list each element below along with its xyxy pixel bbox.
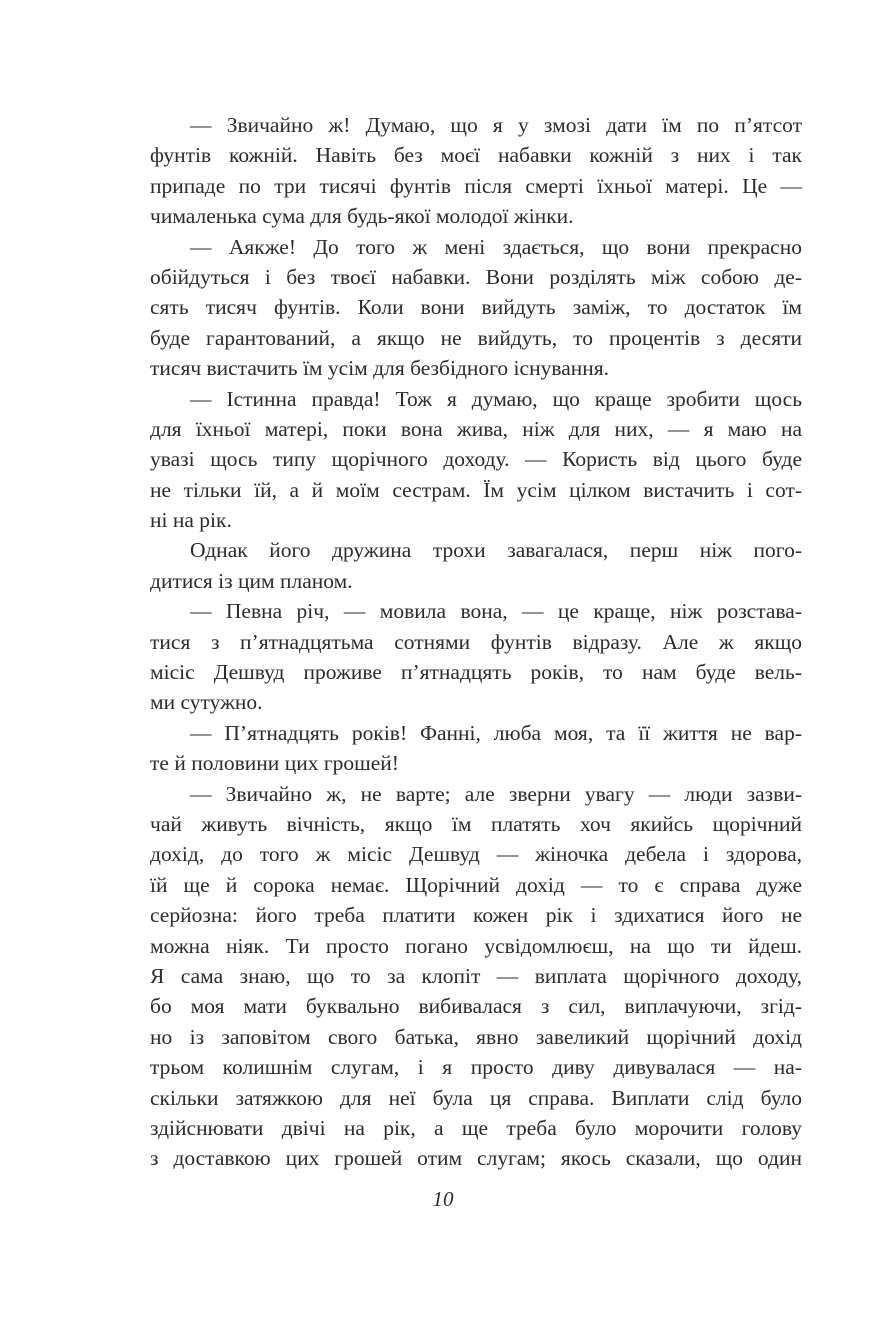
text-line: буде гарантований, а якщо не вийдуть, то процентів з десяти (150, 325, 802, 350)
text-line: — Аякже! До того ж мені здається, що вони прекрасно (190, 234, 802, 259)
text-line: ми сутужно. (150, 690, 263, 715)
text-line: трьом колишнім слугам, і я просто диву дивувалася — на- (150, 1055, 802, 1080)
text-line: те й половини цих грошей! (150, 751, 399, 776)
paragraph (150, 718, 802, 779)
paragraph (150, 596, 802, 718)
text-line: серйозна: його треба платити кожен рік і здихатися його не (150, 903, 802, 928)
text-line: припаде по три тисячі фунтів після смерті їхньої матері. Це — (150, 173, 802, 198)
text-line: но із заповітом свого батька, явно завеликий щорічний дохід (150, 1024, 802, 1049)
text-line: місіс Дешвуд проживе п’ятнадцять років, то нам буде вель- (150, 660, 802, 685)
text-line: тисяч вистачить їм усім для безбідного існування. (150, 356, 610, 381)
text-line: для їхньої матері, поки вона жива, ніж для них, — я маю на (150, 416, 802, 441)
text-line: — Звичайно ж! Думаю, що я у змозі дати їм по п’ятсот (190, 113, 802, 137)
text-line: скільки затяжкою для неї була ця справа. Виплати слід було (150, 1085, 802, 1110)
text-line: бо моя мати буквально вибивалася з сил, виплачуючи, згід- (150, 994, 802, 1019)
text-line: можна ніяк. Ти просто погано усвідомлюєш, на що ти йдеш. (150, 933, 802, 958)
text-line: з доставкою цих грошей отим слугам; якось сказали, що один (150, 1146, 802, 1171)
text-line: увазі щось типу щорічного доходу. — Користь від цього буде (150, 447, 802, 472)
paragraph (150, 110, 802, 232)
text-line: чай живуть вічність, якщо їм платять хоч якийсь щорічний (150, 811, 802, 836)
text-line: їй ще й сорока немає. Щорічний дохід — то є справа дуже (150, 872, 802, 897)
text-line: фунтів кожній. Навіть без моєї набавки кожній з них і так (150, 143, 802, 168)
paragraph (150, 535, 802, 596)
page-number: 10 (432, 1187, 454, 1211)
text-line: Однак його дружина трохи завагалася, перш ніж пого- (190, 538, 802, 563)
text-line: — Звичайно ж, не варте; але зверни увагу — люди зазви- (190, 781, 802, 806)
body-text (150, 110, 802, 1174)
text-line: дитися із цим планом. (150, 568, 353, 593)
text-line: не тільки їй, а й моїм сестрам. Їм усім цілком вистачить і сот- (150, 477, 802, 502)
text-line: ні на рік. (150, 508, 232, 533)
text-line: чималенька сума для будь-якої молодої жінки. (150, 204, 574, 229)
paragraph (150, 232, 802, 384)
text-line: обійдуться і без твоєї набавки. Вони розділять між собою де- (150, 264, 802, 289)
text-line: — П’ятнадцять років! Фанні, люба моя, та її життя не вар- (190, 720, 802, 745)
paragraph (150, 779, 802, 1174)
text-line: тися з п’ятнадцятьма сотнями фунтів відразу. Але ж якщо (150, 629, 802, 654)
paragraph (150, 384, 802, 536)
text-line: — Певна річ, — мовила вона, — це краще, ніж розстава- (190, 599, 802, 624)
text-line: здійснювати двічі на рік, а ще треба було морочити голову (150, 1115, 802, 1140)
text-line: дохід, до того ж місіс Дешвуд — жіночка дебела і здорова, (150, 842, 802, 867)
text-line: — Істинна правда! Тож я думаю, що краще зробити щось (190, 386, 802, 411)
text-line: Я сама знаю, що то за клопіт — виплата щорічного доходу, (150, 963, 802, 988)
text-line: сять тисяч фунтів. Коли вони вийдуть заміж, то достаток їм (150, 295, 802, 320)
